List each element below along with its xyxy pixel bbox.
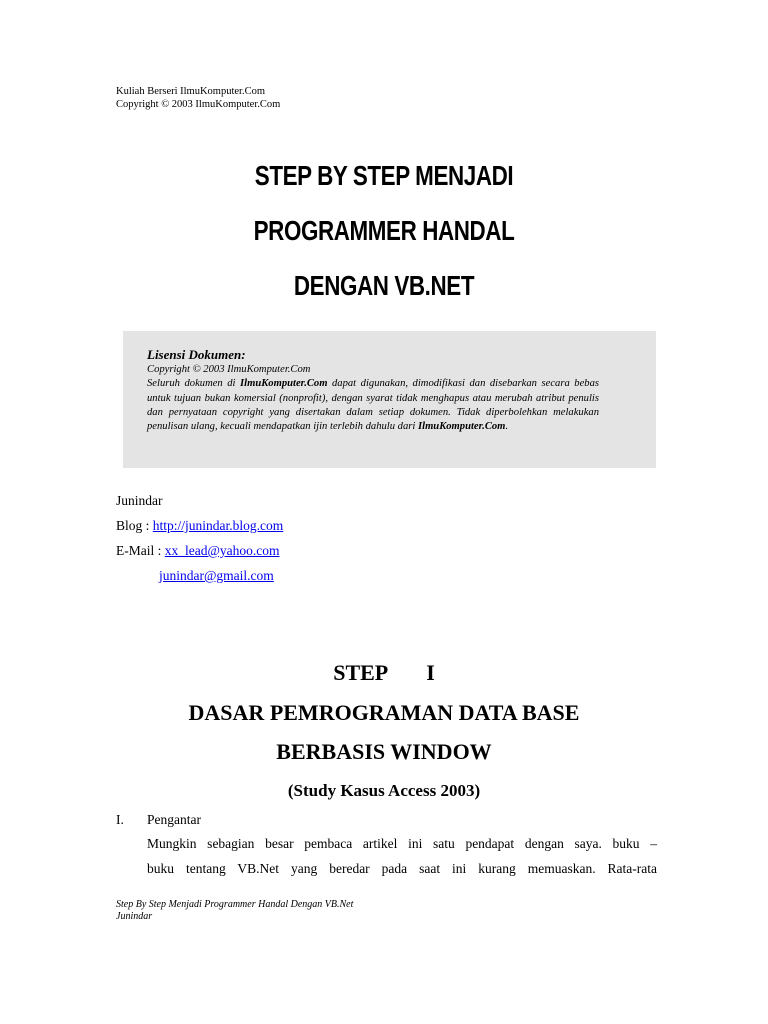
license-box (123, 331, 656, 468)
chapter-title-line-2: BERBASIS WINDOW (276, 739, 492, 764)
license-content (147, 347, 599, 434)
document-title-line-1: STEP BY STEP MENJADI (254, 160, 514, 191)
section-title: Pengantar (147, 812, 201, 827)
author-email (116, 543, 280, 559)
chapter-subtitle: (Study Kasus Access 2003) (287, 781, 481, 800)
page-footer (116, 899, 353, 923)
step-label: STEP (333, 660, 389, 685)
chapter-step (0, 660, 768, 686)
license-title: Lisensi Dokumen: (147, 347, 246, 362)
author-blog (116, 518, 283, 534)
license-brand: IlmuKomputer.Com (240, 378, 328, 390)
body-line-2: buku tentang VB.Net yang beredar pada saat ini kurang memuaskan. Rata-rata (147, 861, 657, 876)
license-text-pre: Seluruh dokumen di (147, 378, 241, 390)
document-title-line-2: PROGRAMMER HANDAL (253, 215, 515, 246)
license-copyright: Copyright © 2003 IlmuKomputer.Com (147, 364, 311, 375)
chapter-title-line-1: DASAR PEMROGRAMAN DATA BASE (188, 700, 580, 725)
footer-title: Step By Step Menjadi Programmer Handal Dengan VB.Net (116, 899, 354, 910)
license-text-end: . (505, 421, 509, 433)
body-line-1: Mungkin sebagian besar pembaca artikel ini satu pendapat dengan saya. buku – (147, 836, 657, 851)
email-link-2[interactable]: junindar@gmail.com (159, 568, 274, 583)
license-text-mid: dapat digunakan, dimodifikasi dan disebarkan secara bebas untuk tujuan bukan komersial (nonprofit), dengan syarat tidak menghapus atau merubah atribut penulis dan pernyataan copyright yang disertakan dalam setiap dokumen. Tidak diperbolehkan melakukan penulisan ulang, kecuali mendapatkan ijin terlebih dahulu dari (147, 378, 599, 433)
step-number: I (426, 660, 435, 685)
page-header (116, 85, 280, 111)
email-label: E-Mail : (116, 543, 165, 558)
header-copyright: Copyright © 2003 IlmuKomputer.Com (116, 99, 281, 110)
section-number: I. (116, 812, 124, 827)
license-brand-2: IlmuKomputer.Com (418, 421, 506, 433)
email-link-1[interactable]: xx_lead@yahoo.com (164, 543, 280, 558)
blog-label: Blog : (116, 518, 153, 533)
author-email-2 (159, 568, 274, 584)
footer-author: Junindar (116, 911, 153, 922)
license-text (147, 377, 599, 434)
blog-link[interactable]: http://junindar.blog.com (152, 518, 284, 533)
document-title-line-3: DENGAN VB.NET (293, 270, 475, 301)
author-name: Junindar (116, 493, 163, 508)
header-series: Kuliah Berseri IlmuKomputer.Com (116, 86, 266, 97)
